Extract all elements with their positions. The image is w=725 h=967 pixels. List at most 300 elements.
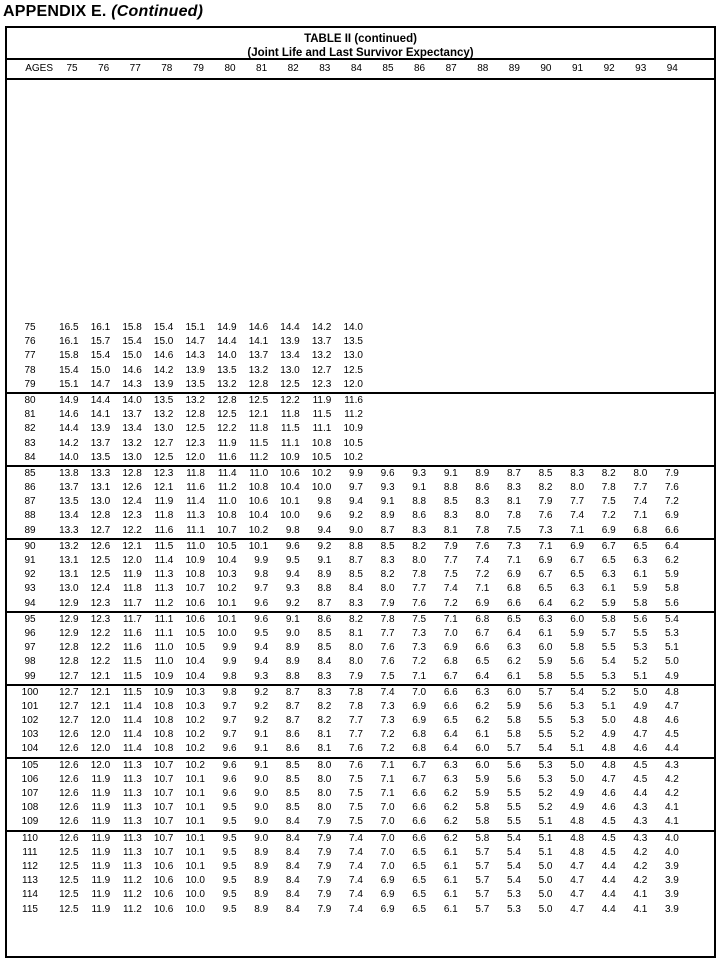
expectancy-value: 5.6 <box>507 773 521 785</box>
table-row <box>7 509 714 523</box>
expectancy-value: 14.2 <box>59 437 79 449</box>
row-filler <box>685 860 714 874</box>
expectancy-value: 10.2 <box>185 729 205 741</box>
expectancy-value: 13.5 <box>185 378 205 390</box>
expectancy-value: 6.7 <box>475 627 490 639</box>
expectancy-value <box>401 408 433 422</box>
expectancy-value: 7.9 <box>317 860 332 872</box>
expectancy-value: 5.6 <box>633 613 648 625</box>
expectancy-value: 7.4 <box>380 686 395 698</box>
table-row <box>7 378 714 392</box>
expectancy-value: 11.3 <box>154 583 174 595</box>
expectancy-value: 12.3 <box>311 378 332 390</box>
expectancy-value: 7.0 <box>443 627 458 639</box>
age-group <box>7 538 714 611</box>
expectancy-value: 12.6 <box>59 802 79 814</box>
expectancy-value: 5.4 <box>601 656 616 668</box>
expectancy-value: 10.4 <box>280 482 300 494</box>
column-header: 77 <box>129 63 141 74</box>
expectancy-value: 11.5 <box>312 409 332 421</box>
expectancy-value: 11.5 <box>123 686 142 698</box>
expectancy-value: 7.4 <box>349 889 363 901</box>
expectancy-value: 14.7 <box>185 336 205 348</box>
expectancy-value: 5.7 <box>475 875 490 887</box>
row-filler <box>685 700 714 714</box>
expectancy-value <box>464 451 496 465</box>
expectancy-value: 6.2 <box>443 832 458 844</box>
table-title-line1: TABLE II (continued) <box>304 33 417 45</box>
expectancy-value: 7.8 <box>412 569 427 581</box>
expectancy-value: 8.3 <box>349 597 363 609</box>
expectancy-value: 8.6 <box>285 729 300 741</box>
expectancy-value: 10.6 <box>153 903 174 915</box>
expectancy-value: 10.2 <box>185 759 205 771</box>
expectancy-value: 11.8 <box>154 510 174 522</box>
expectancy-value <box>590 349 622 363</box>
expectancy-value: 10.0 <box>185 889 205 901</box>
row-age-label: 114 <box>22 889 38 901</box>
expectancy-value: 7.1 <box>475 583 490 595</box>
table-row <box>7 349 714 363</box>
expectancy-value <box>559 422 591 436</box>
expectancy-value: 4.8 <box>664 686 679 698</box>
expectancy-value <box>622 394 654 408</box>
expectancy-value: 5.0 <box>538 860 553 872</box>
table-row <box>7 568 714 582</box>
expectancy-value <box>495 408 527 422</box>
expectancy-value: 12.0 <box>90 729 111 741</box>
expectancy-value: 4.3 <box>633 816 648 828</box>
expectancy-value: 14.0 <box>217 350 237 362</box>
expectancy-value: 9.1 <box>317 555 332 566</box>
expectancy-value: 13.0 <box>122 451 142 463</box>
expectancy-value: 11.9 <box>91 816 111 828</box>
expectancy-value: 5.7 <box>475 860 490 872</box>
table-row <box>7 773 714 787</box>
column-header: 89 <box>508 63 520 74</box>
expectancy-value: 5.3 <box>538 773 553 785</box>
expectancy-value: 6.7 <box>412 759 427 771</box>
expectancy-value: 5.5 <box>507 802 521 814</box>
expectancy-value <box>464 394 496 408</box>
expectancy-value: 9.4 <box>349 496 363 508</box>
expectancy-value: 10.1 <box>217 597 237 609</box>
expectancy-value: 7.1 <box>443 613 458 625</box>
expectancy-value: 14.6 <box>59 409 79 421</box>
expectancy-value: 9.3 <box>285 583 300 595</box>
expectancy-value: 13.1 <box>59 555 79 566</box>
row-filler <box>685 481 714 495</box>
expectancy-value: 13.0 <box>153 423 174 435</box>
expectancy-value: 11.6 <box>123 627 142 639</box>
expectancy-value: 8.4 <box>285 846 300 858</box>
expectancy-value <box>622 335 654 349</box>
expectancy-value: 10.0 <box>280 510 300 522</box>
row-filler <box>685 759 714 773</box>
expectancy-value: 11.6 <box>186 482 205 494</box>
expectancy-value: 11.5 <box>154 540 174 552</box>
expectancy-value: 11.9 <box>217 437 237 449</box>
expectancy-value: 12.8 <box>90 510 111 522</box>
expectancy-value: 4.6 <box>664 715 679 727</box>
expectancy-value: 5.9 <box>570 627 585 639</box>
expectancy-value: 10.7 <box>153 816 174 828</box>
expectancy-value <box>590 378 622 392</box>
expectancy-value: 6.3 <box>570 583 585 595</box>
expectancy-value <box>495 422 527 436</box>
expectancy-value: 8.5 <box>285 759 300 771</box>
expectancy-value: 11.4 <box>217 467 237 479</box>
expectancy-value: 14.4 <box>217 336 237 348</box>
expectancy-value: 12.6 <box>59 759 79 771</box>
expectancy-value: 8.3 <box>317 686 332 698</box>
expectancy-value: 6.1 <box>601 583 616 595</box>
expectancy-value: 9.6 <box>222 773 237 785</box>
expectancy-value: 6.2 <box>443 816 458 828</box>
expectancy-value <box>369 321 401 335</box>
expectancy-value: 12.8 <box>59 642 79 654</box>
expectancy-value: 10.1 <box>185 846 205 858</box>
expectancy-value: 6.6 <box>412 816 427 828</box>
expectancy-value: 9.7 <box>222 715 237 727</box>
table-row <box>7 481 714 495</box>
expectancy-value: 10.7 <box>153 802 174 814</box>
expectancy-value: 7.9 <box>380 597 395 609</box>
expectancy-value: 13.7 <box>90 437 111 449</box>
expectancy-value: 9.2 <box>285 597 300 609</box>
expectancy-value: 10.2 <box>248 524 269 536</box>
expectancy-value: 11.2 <box>123 903 142 915</box>
table-row <box>7 787 714 801</box>
expectancy-value: 5.0 <box>601 715 616 727</box>
expectancy-value: 11.4 <box>123 743 142 755</box>
expectancy-value: 8.5 <box>285 773 300 785</box>
row-age-label: 76 <box>24 336 36 348</box>
expectancy-value: 10.1 <box>185 802 205 814</box>
expectancy-value: 8.9 <box>254 846 269 858</box>
expectancy-value: 5.3 <box>507 903 521 915</box>
expectancy-value: 16.5 <box>59 322 79 333</box>
expectancy-value: 7.2 <box>443 597 458 609</box>
expectancy-value: 10.0 <box>185 875 205 887</box>
expectancy-value: 13.0 <box>343 350 363 362</box>
expectancy-value: 8.9 <box>285 656 300 668</box>
row-filler <box>685 422 714 436</box>
expectancy-value: 12.6 <box>59 743 79 755</box>
row-filler <box>685 832 714 846</box>
expectancy-value: 5.9 <box>538 656 553 668</box>
expectancy-value: 5.2 <box>570 729 585 741</box>
expectancy-value: 7.7 <box>633 482 648 494</box>
expectancy-value: 13.9 <box>280 336 300 348</box>
row-filler <box>685 524 714 538</box>
expectancy-value: 11.3 <box>123 802 142 814</box>
expectancy-value: 8.5 <box>349 569 363 581</box>
expectancy-value: 7.2 <box>664 496 679 508</box>
expectancy-value: 8.1 <box>443 524 458 536</box>
expectancy-value: 5.0 <box>664 656 679 668</box>
expectancy-value: 5.7 <box>538 686 553 698</box>
expectancy-value: 6.9 <box>443 642 458 654</box>
row-age-label: 98 <box>24 656 36 668</box>
table-row <box>7 655 714 669</box>
expectancy-value: 12.7 <box>59 700 79 712</box>
expectancy-value: 7.2 <box>601 510 616 522</box>
expectancy-value: 4.2 <box>633 875 648 887</box>
expectancy-value: 6.4 <box>443 729 458 741</box>
expectancy-value: 8.1 <box>507 496 521 508</box>
row-filler <box>685 773 714 787</box>
expectancy-value: 7.4 <box>475 555 490 566</box>
expectancy-value: 12.1 <box>90 686 111 698</box>
expectancy-value: 6.5 <box>538 583 553 595</box>
expectancy-value <box>432 408 464 422</box>
expectancy-value: 5.9 <box>475 773 490 785</box>
expectancy-value: 9.0 <box>349 524 363 536</box>
expectancy-value: 7.4 <box>349 860 363 872</box>
expectancy-value <box>401 321 433 335</box>
expectancy-value: 4.6 <box>601 788 616 799</box>
column-header: 94 <box>666 63 678 74</box>
row-age-label: 103 <box>21 729 39 741</box>
expectancy-value: 4.5 <box>633 759 648 771</box>
expectancy-value: 4.0 <box>664 832 679 844</box>
expectancy-value <box>622 437 654 451</box>
expectancy-value: 9.1 <box>380 496 395 508</box>
expectancy-value: 6.1 <box>507 670 521 682</box>
expectancy-value: 12.0 <box>343 378 363 390</box>
expectancy-value: 9.8 <box>317 496 332 508</box>
expectancy-value: 13.8 <box>59 467 79 479</box>
expectancy-value: 12.3 <box>153 467 174 479</box>
expectancy-value: 7.6 <box>664 482 679 494</box>
expectancy-value: 4.5 <box>633 773 648 785</box>
expectancy-value: 11.8 <box>123 583 142 595</box>
table-row <box>7 554 714 568</box>
expectancy-value: 12.9 <box>59 597 79 609</box>
row-filler <box>685 846 714 860</box>
row-filler <box>685 394 714 408</box>
expectancy-value: 11.4 <box>123 715 142 727</box>
expectancy-value <box>401 349 433 363</box>
expectancy-value: 6.6 <box>412 788 427 799</box>
expectancy-value: 5.9 <box>633 583 648 595</box>
expectancy-value: 11.3 <box>123 846 142 858</box>
expectancy-value: 10.8 <box>311 437 332 449</box>
expectancy-value: 8.5 <box>317 627 332 639</box>
table-row <box>7 467 714 481</box>
expectancy-value: 5.9 <box>601 597 616 609</box>
expectancy-value <box>653 451 685 465</box>
row-age-label: 86 <box>24 482 36 494</box>
expectancy-value: 9.5 <box>254 627 269 639</box>
expectancy-value: 8.5 <box>285 802 300 814</box>
expectancy-value: 13.2 <box>122 437 142 449</box>
expectancy-value: 4.8 <box>570 846 585 858</box>
expectancy-value: 11.5 <box>281 423 300 435</box>
expectancy-value: 4.4 <box>601 860 616 872</box>
column-header: 84 <box>350 63 362 74</box>
expectancy-value: 4.4 <box>664 743 679 755</box>
expectancy-value: 6.3 <box>443 759 458 771</box>
expectancy-value: 8.3 <box>317 670 332 682</box>
expectancy-value: 7.5 <box>349 788 363 799</box>
expectancy-value: 14.4 <box>280 322 300 333</box>
expectancy-value <box>495 335 527 349</box>
expectancy-value: 8.9 <box>317 569 332 581</box>
expectancy-value: 10.9 <box>153 686 174 698</box>
expectancy-value: 7.5 <box>601 496 616 508</box>
expectancy-value: 6.1 <box>538 627 553 639</box>
row-filler <box>685 903 714 917</box>
expectancy-value: 12.7 <box>59 686 79 698</box>
expectancy-value: 13.4 <box>59 510 79 522</box>
expectancy-value: 11.9 <box>91 846 111 858</box>
expectancy-value: 12.5 <box>153 451 174 463</box>
expectancy-value: 10.8 <box>217 510 237 522</box>
expectancy-value: 6.5 <box>475 656 490 668</box>
expectancy-value: 7.7 <box>570 496 585 508</box>
expectancy-value: 7.5 <box>443 569 458 581</box>
expectancy-value: 10.8 <box>153 729 174 741</box>
expectancy-value: 10.3 <box>185 686 205 698</box>
expectancy-value: 7.3 <box>380 700 395 712</box>
expectancy-value <box>495 321 527 335</box>
expectancy-value: 4.6 <box>601 802 616 814</box>
expectancy-value: 9.7 <box>222 729 237 741</box>
expectancy-value: 10.8 <box>185 569 205 581</box>
expectancy-value: 7.3 <box>507 540 521 552</box>
expectancy-value: 8.2 <box>538 482 553 494</box>
expectancy-value: 9.6 <box>222 759 237 771</box>
expectancy-value <box>401 394 433 408</box>
expectancy-value: 7.7 <box>349 729 363 741</box>
expectancy-value <box>369 378 401 392</box>
expectancy-value: 11.3 <box>123 759 142 771</box>
expectancy-value <box>432 422 464 436</box>
expectancy-value <box>401 364 433 378</box>
expectancy-value <box>527 437 559 451</box>
table-row <box>7 700 714 714</box>
expectancy-value: 8.3 <box>443 510 458 522</box>
row-age-label: 108 <box>21 802 39 814</box>
expectancy-value: 10.6 <box>248 496 269 508</box>
expectancy-value: 5.5 <box>507 788 521 799</box>
expectancy-value: 14.6 <box>153 350 174 362</box>
expectancy-value: 12.7 <box>59 670 79 682</box>
expectancy-value: 10.5 <box>185 642 205 654</box>
row-age-label: 90 <box>24 540 36 552</box>
expectancy-value: 8.8 <box>349 540 363 552</box>
expectancy-value <box>401 437 433 451</box>
expectancy-value <box>559 451 591 465</box>
expectancy-value: 6.3 <box>507 642 521 654</box>
expectancy-value <box>653 321 685 335</box>
table-row <box>7 627 714 641</box>
expectancy-value <box>527 394 559 408</box>
expectancy-value: 6.8 <box>412 729 427 741</box>
expectancy-value: 11.2 <box>344 409 363 421</box>
row-age-label: 107 <box>21 788 39 799</box>
row-age-label: 99 <box>24 670 36 682</box>
row-age-label: 97 <box>24 642 36 654</box>
table-row <box>7 888 714 902</box>
expectancy-value: 6.1 <box>443 846 458 858</box>
row-age-label: 85 <box>24 467 36 479</box>
expectancy-value: 10.9 <box>153 670 174 682</box>
expectancy-value: 7.6 <box>538 510 553 522</box>
expectancy-value: 5.8 <box>475 832 490 844</box>
expectancy-value: 14.2 <box>311 322 332 333</box>
expectancy-value: 7.1 <box>538 540 553 552</box>
expectancy-value: 10.2 <box>185 743 205 755</box>
expectancy-value <box>559 437 591 451</box>
expectancy-value: 11.2 <box>249 451 269 463</box>
expectancy-value <box>432 437 464 451</box>
expectancy-value: 6.0 <box>507 686 521 698</box>
page-title <box>3 3 203 21</box>
expectancy-value <box>527 422 559 436</box>
expectancy-value <box>401 335 433 349</box>
table-row <box>7 321 714 335</box>
expectancy-value: 6.4 <box>538 597 553 609</box>
expectancy-value: 8.4 <box>285 903 300 915</box>
expectancy-value: 7.4 <box>349 903 363 915</box>
expectancy-value: 4.1 <box>664 802 679 814</box>
expectancy-value: 10.2 <box>311 467 332 479</box>
expectancy-value: 6.3 <box>538 613 553 625</box>
expectancy-value: 9.2 <box>254 686 269 698</box>
age-group <box>7 465 714 538</box>
expectancy-value: 5.4 <box>664 613 679 625</box>
row-age-label: 80 <box>24 394 36 406</box>
expectancy-value: 7.1 <box>633 510 648 522</box>
expectancy-value: 8.9 <box>475 467 490 479</box>
expectancy-value: 9.6 <box>254 613 269 625</box>
expectancy-value: 8.1 <box>317 743 332 755</box>
expectancy-value <box>369 349 401 363</box>
expectancy-value: 9.4 <box>285 569 300 581</box>
expectancy-value: 4.2 <box>664 773 679 785</box>
expectancy-value: 7.1 <box>412 670 427 682</box>
expectancy-value: 5.0 <box>570 773 585 785</box>
expectancy-value <box>527 335 559 349</box>
expectancy-value: 13.4 <box>280 350 300 362</box>
expectancy-value: 9.4 <box>254 642 269 654</box>
expectancy-value: 5.9 <box>507 700 521 712</box>
expectancy-value: 4.2 <box>633 846 648 858</box>
age-group <box>7 321 714 392</box>
expectancy-value <box>464 321 496 335</box>
expectancy-value: 13.9 <box>90 423 111 435</box>
expectancy-value: 9.1 <box>254 729 269 741</box>
expectancy-value: 6.5 <box>412 860 427 872</box>
expectancy-value: 11.5 <box>123 656 142 668</box>
expectancy-value: 5.8 <box>538 670 553 682</box>
expectancy-value: 6.5 <box>570 569 585 581</box>
expectancy-value: 6.1 <box>443 903 458 915</box>
expectancy-value: 13.0 <box>59 583 79 595</box>
expectancy-value: 14.4 <box>59 423 79 435</box>
expectancy-value: 10.4 <box>185 656 205 668</box>
expectancy-value: 11.9 <box>91 802 111 814</box>
expectancy-value: 11.9 <box>91 860 111 872</box>
expectancy-value: 5.8 <box>507 715 521 727</box>
expectancy-value: 9.4 <box>254 656 269 668</box>
expectancy-value: 12.3 <box>90 613 111 625</box>
expectancy-value: 5.9 <box>475 788 490 799</box>
table-row <box>7 903 714 917</box>
